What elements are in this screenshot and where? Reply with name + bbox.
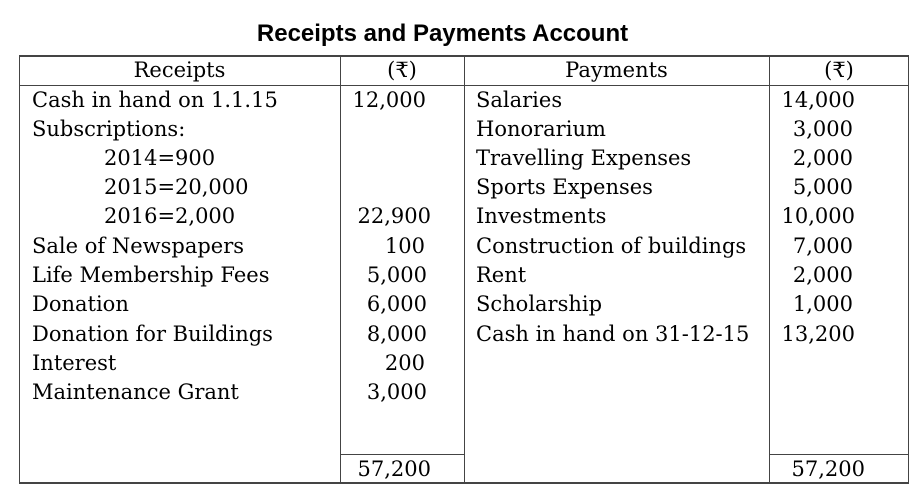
- receipt-amount: 8,000: [366, 322, 427, 346]
- payment-label: Travelling Expenses: [476, 146, 692, 170]
- receipt-label: Maintenance Grant: [32, 380, 239, 404]
- receipt-label: 2016=2,000: [104, 204, 236, 228]
- payments-total: 57,200: [791, 457, 865, 481]
- payment-amount: 5,000: [792, 175, 853, 199]
- payment-label: Salaries: [476, 88, 563, 112]
- payment-amount: 2,000: [792, 263, 853, 287]
- payment-amount: 2,000: [792, 146, 853, 170]
- payment-label: Cash in hand on 31-12-15: [476, 322, 750, 346]
- payment-amount: 14,000: [781, 88, 855, 112]
- receipt-label: 2015=20,000: [104, 175, 249, 199]
- payment-amount: 7,000: [792, 234, 853, 258]
- receipts-amount-header: (₹): [387, 58, 417, 82]
- receipts-total: 57,200: [357, 457, 431, 481]
- payment-label: Construction of buildings: [476, 234, 747, 258]
- receipt-label: Donation: [32, 292, 129, 316]
- receipt-label: Donation for Buildings: [32, 322, 273, 346]
- receipt-amount: 6,000: [366, 292, 427, 316]
- receipt-label: Cash in hand on 1.1.15: [32, 88, 278, 112]
- payments-header: Payments: [565, 58, 668, 82]
- receipt-amount: 200: [384, 351, 425, 375]
- receipt-label: Subscriptions:: [32, 117, 186, 141]
- receipt-amount: 100: [384, 234, 425, 258]
- receipt-amount: 3,000: [366, 380, 427, 404]
- receipt-label: Sale of Newspapers: [32, 234, 245, 258]
- payment-amount: 1,000: [792, 292, 853, 316]
- payment-amount: 3,000: [792, 117, 853, 141]
- payments-amount-header: (₹): [824, 58, 854, 82]
- receipt-label: 2014=900: [104, 146, 216, 170]
- payment-amount: 10,000: [781, 204, 855, 228]
- payment-label: Scholarship: [476, 292, 603, 316]
- page-title: Receipts and Payments Account: [256, 20, 629, 47]
- receipts-payments-divider: [464, 55, 465, 484]
- payment-amount: 13,200: [781, 322, 855, 346]
- receipts-header: Receipts: [133, 58, 226, 82]
- payment-label: Honorarium: [476, 117, 606, 141]
- receipt-amount: 5,000: [366, 263, 427, 287]
- payment-label: Sports Expenses: [476, 175, 653, 199]
- receipt-amount: 22,900: [357, 204, 431, 228]
- receipt-amount: 12,000: [352, 88, 426, 112]
- payment-label: Investments: [476, 204, 607, 228]
- payment-label: Rent: [476, 263, 527, 287]
- receipt-label: Life Membership Fees: [32, 263, 270, 287]
- receipt-label: Interest: [32, 351, 117, 375]
